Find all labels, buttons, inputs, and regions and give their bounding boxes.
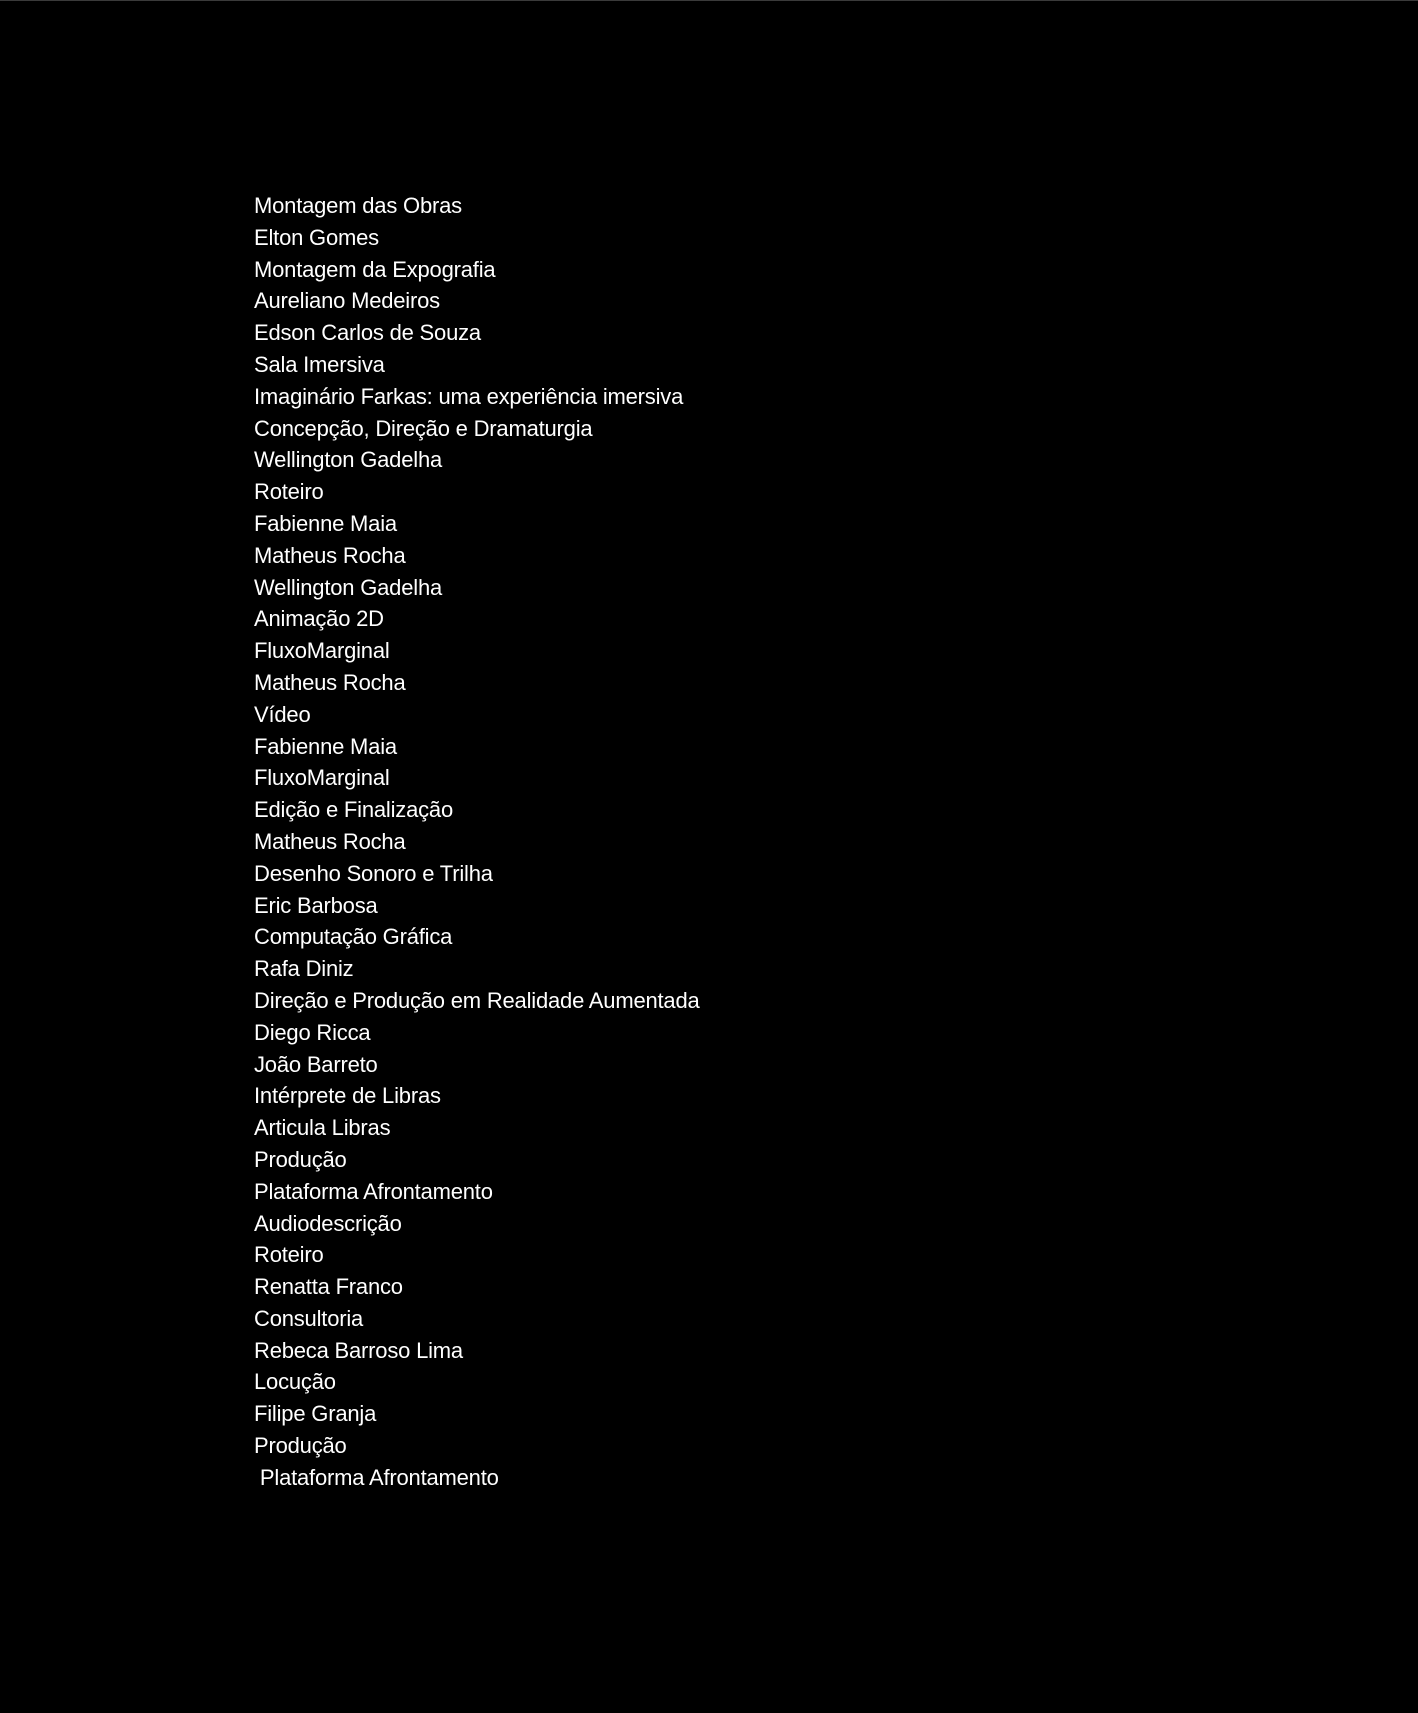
credit-line: Plataforma Afrontamento (254, 1464, 499, 1490)
credit-line: Roteiro (254, 1242, 324, 1268)
credit-line: Consultoria (254, 1305, 364, 1331)
credit-line: Filipe Granja (254, 1401, 377, 1427)
credit-line: Articula Libras (254, 1115, 391, 1141)
credit-line: Animação 2D (254, 606, 384, 632)
credit-line: Computação Gráfica (254, 924, 453, 950)
credit-line: Produção (254, 1146, 347, 1172)
credit-line: Aureliano Medeiros (254, 288, 440, 314)
credit-line: Fabienne Maia (254, 733, 397, 759)
credit-line: Concepção, Direção e Dramaturgia (254, 415, 593, 441)
credit-line: João Barreto (254, 1051, 378, 1077)
credit-line: Locução (254, 1369, 336, 1395)
credit-line: Matheus Rocha (254, 542, 406, 568)
credit-line: Imaginário Farkas: uma experiência imersiva (254, 383, 684, 409)
credit-line: Renatta Franco (254, 1274, 403, 1300)
credit-line: Vídeo (254, 701, 311, 727)
credit-line: Montagem da Expografia (254, 256, 496, 282)
credit-line: Edson Carlos de Souza (254, 320, 481, 346)
credit-line: Edição e Finalização (254, 797, 454, 823)
credit-line: Matheus Rocha (254, 669, 406, 695)
credit-line: Direção e Produção em Realidade Aumentada (254, 987, 700, 1013)
credit-line: Plataforma Afrontamento (254, 1178, 493, 1204)
credit-line: FluxoMarginal (254, 765, 390, 791)
credit-line: Roteiro (254, 479, 324, 505)
credit-line: Eric Barbosa (254, 892, 378, 918)
credit-line: Desenho Sonoro e Trilha (254, 860, 493, 886)
credits-list (254, 190, 700, 1494)
credit-line: Wellington Gadelha (254, 574, 443, 600)
credit-line: Audiodescrição (254, 1210, 402, 1236)
credit-line: FluxoMarginal (254, 638, 390, 664)
top-border-line (0, 0, 1418, 1)
credit-line: Matheus Rocha (254, 828, 406, 854)
credit-line: Wellington Gadelha (254, 447, 443, 473)
credit-line: Sala Imersiva (254, 351, 385, 377)
credit-line: Elton Gomes (254, 224, 379, 250)
credit-line: Fabienne Maia (254, 510, 397, 536)
credit-line: Produção (254, 1433, 347, 1459)
credit-line: Diego Ricca (254, 1019, 371, 1045)
credit-line: Intérprete de Libras (254, 1083, 441, 1109)
credit-line: Rafa Diniz (254, 956, 354, 982)
credit-line: Rebeca Barroso Lima (254, 1337, 463, 1363)
credit-line: Montagem das Obras (254, 193, 462, 218)
